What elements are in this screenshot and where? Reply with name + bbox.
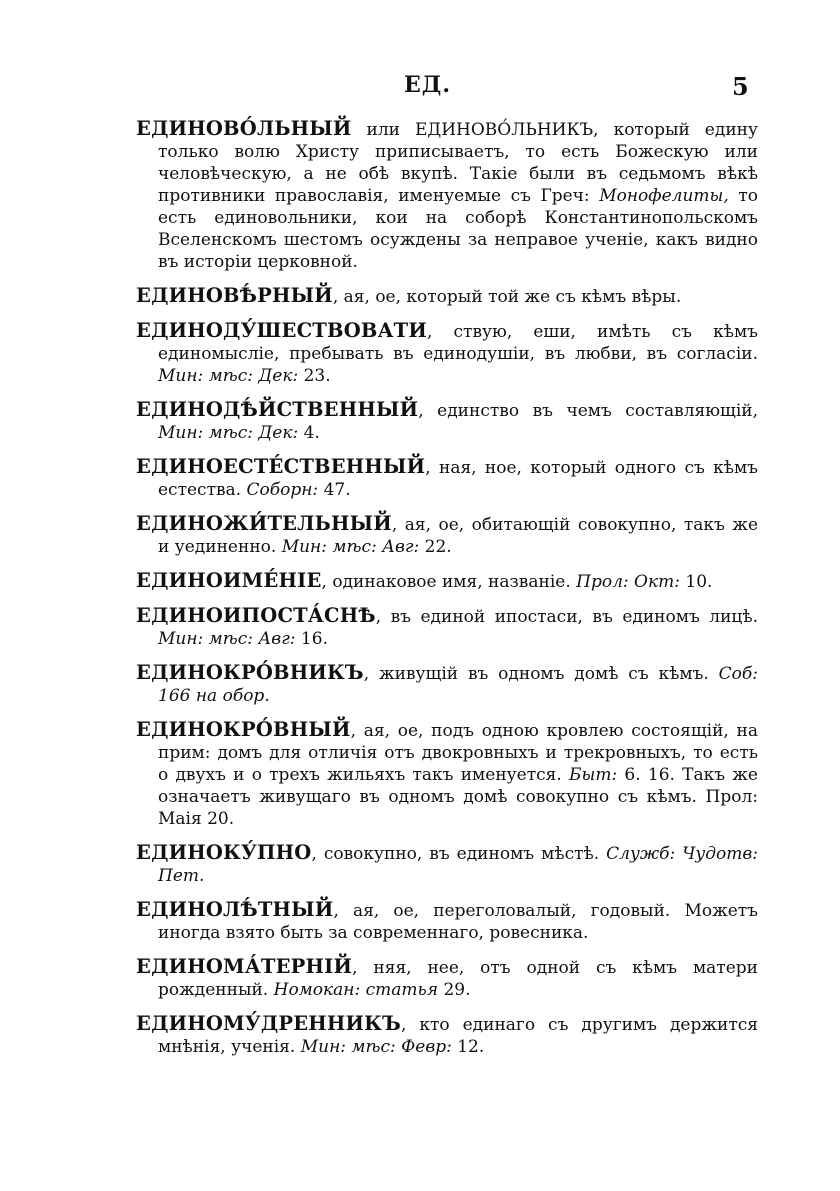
entry-tail: 47. xyxy=(318,480,351,500)
entry-definition: , одинаковое имя, названіе. xyxy=(321,572,577,592)
entry-definition: , ая, ое, переголовалый, годовый. Можетъ иногда взято быть за современнаго, ровесника. xyxy=(158,901,758,943)
entry-headword: ЕДИНОЛѢ́ТНЫЙ xyxy=(136,898,334,921)
running-head xyxy=(0,72,840,102)
entry-headword: ЕДИНОКРО́ВНЫЙ xyxy=(136,718,351,741)
entry-tail: 29. xyxy=(438,980,471,1000)
dictionary-entry xyxy=(136,399,758,444)
entry-headword: ЕДИНОИПОСТА́СНѢ xyxy=(136,604,376,627)
dictionary-entry xyxy=(136,605,758,650)
entry-definition: или ЕДИНОВО́ЛЬНИКЪ, который едину только волю Христу приписываетъ, то есть Божескую или человѣческую, а не обѣ вкупѣ. Такіе были въ седьмомъ вѣкѣ противники православія, именуемые съ Греч: xyxy=(158,120,758,206)
dictionary-entry xyxy=(136,456,758,501)
entry-reference: Прол: Окт: xyxy=(576,572,680,592)
dictionary-entry xyxy=(136,956,758,1001)
entry-tail: 23. xyxy=(298,366,331,386)
entry-reference: Быт: xyxy=(569,765,618,785)
entry-definition: , живущій въ одномъ домѣ съ кѣмъ. xyxy=(363,664,719,684)
dictionary-entry xyxy=(136,899,758,944)
dictionary-entry xyxy=(136,842,758,887)
entry-tail: 10. xyxy=(679,572,713,592)
dictionary-entry xyxy=(136,662,758,707)
entry-list xyxy=(136,118,758,1070)
entry-headword: ЕДИНОИМЕ́НІЕ xyxy=(136,569,322,592)
entry-reference: Мин: мѣс: Дек: xyxy=(158,366,299,386)
entry-headword: ЕДИНОКРО́ВНИКЪ xyxy=(136,661,364,684)
entry-definition: , ая, ое, который той же съ кѣмъ вѣры. xyxy=(332,287,682,307)
entry-reference: Мин: мѣс: Авг: xyxy=(158,629,296,649)
entry-headword: ЕДИНОДУ́ШЕСТВОВАТИ xyxy=(136,319,427,342)
entry-reference: Соборн: xyxy=(246,480,319,500)
entry-tail: 6. 16. Такъ же означаетъ живущаго въ одномъ домѣ совокупно съ кѣмъ. Прол: Маія 20. xyxy=(158,765,758,829)
page-number: 5 xyxy=(732,72,749,101)
entry-definition: , кто единаго съ другимъ держится мнѣнія, ученія. xyxy=(158,1015,758,1057)
entry-tail: 16. xyxy=(295,629,328,649)
dictionary-entry xyxy=(136,118,758,273)
entry-definition: , ая, ое, подъ одною кровлею состоящій, на прим: домъ для отличія отъ двокровныхъ и трекровныхъ, то есть о двухъ и о трехъ жильяхъ такъ именуется. xyxy=(158,721,758,785)
entry-reference: Мин: мѣс: Февр: xyxy=(300,1037,452,1057)
entry-reference: Мин: мѣс: Дек: xyxy=(158,423,299,443)
entry-tail: то есть единовольники, кои на соборѣ Константинопольскомъ Вселенскомъ шестомъ осуждены за неправое ученіе, какъ видно въ исторіи церковной. xyxy=(158,186,758,272)
entry-headword: ЕДИНОЕСТЕ́СТВЕННЫЙ xyxy=(136,455,426,478)
dictionary-entry xyxy=(136,570,758,593)
entry-definition: , ствую, еши, имѣть съ кѣмъ единомысліе, пребывать въ единодушіи, въ любви, въ согласіи. xyxy=(158,322,758,364)
entry-reference: Служб: Чудотв: Пет. xyxy=(158,844,758,886)
entry-headword: ЕДИНОВО́ЛЬНЫЙ xyxy=(136,117,352,140)
entry-tail: 12. xyxy=(451,1037,485,1057)
entry-tail: 22. xyxy=(419,537,452,557)
entry-definition: , ая, ое, обитающій совокупно, такъ же и уединенно. xyxy=(158,515,758,557)
entry-definition: , няя, нее, отъ одной съ кѣмъ матери рожденный. xyxy=(158,958,758,1000)
entry-definition: , въ единой ипостаси, въ единомъ лицѣ. xyxy=(375,607,758,627)
entry-headword: ЕДИНОВѢ́РНЫЙ xyxy=(136,284,333,307)
dictionary-entry xyxy=(136,320,758,387)
entry-tail: 4. xyxy=(298,423,320,443)
running-head-title: ЕД. xyxy=(404,72,451,98)
entry-reference: Монофелиты, xyxy=(599,186,729,206)
entry-definition: , ная, ное, который одного съ кѣмъ естества. xyxy=(158,458,758,500)
dictionary-entry xyxy=(136,1013,758,1058)
entry-headword: ЕДИНОДѢ́ЙСТВЕННЫЙ xyxy=(136,398,419,421)
entry-headword: ЕДИНОКУ́ПНО xyxy=(136,841,312,864)
entry-reference: Соб: 166 на обор. xyxy=(158,664,758,706)
entry-headword: ЕДИНОМУ́ДРЕННИКЪ xyxy=(136,1012,401,1035)
dictionary-entry xyxy=(136,285,758,308)
dictionary-entry xyxy=(136,513,758,558)
dictionary-entry xyxy=(136,719,758,830)
entry-definition: , единство въ чемъ составляющій, xyxy=(418,401,758,421)
entry-definition: , совокупно, въ единомъ мѣстѣ. xyxy=(311,844,607,864)
entry-headword: ЕДИНОМА́ТЕРНІЙ xyxy=(136,955,353,978)
entry-reference: Номокан: статья xyxy=(273,980,439,1000)
entry-reference: Мин: мѣс: Авг: xyxy=(281,537,420,557)
entry-headword: ЕДИНОЖИ́ТЕЛЬНЫЙ xyxy=(136,512,392,535)
